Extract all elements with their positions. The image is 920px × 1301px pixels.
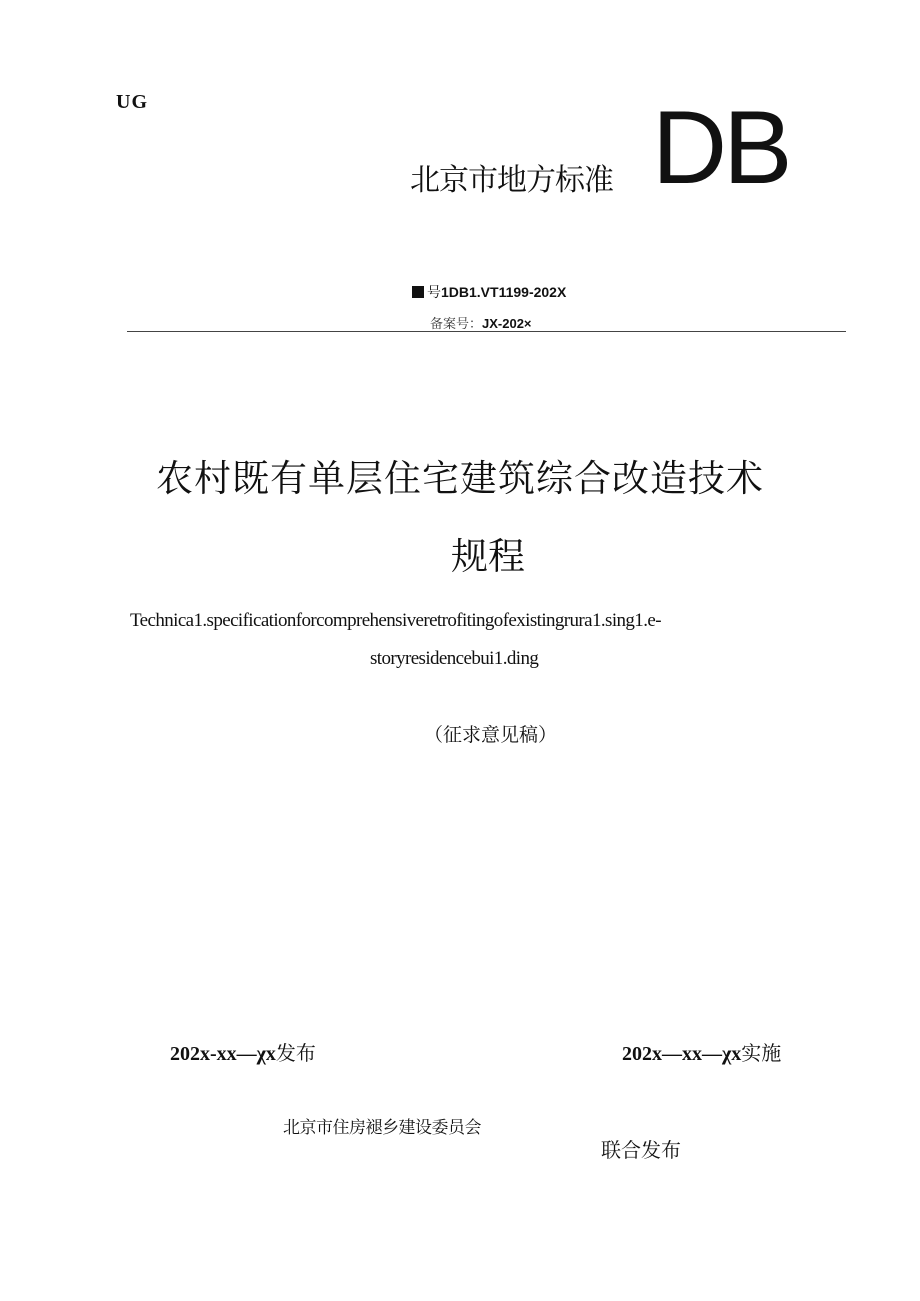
implementation-date-label: 实施: [741, 1041, 782, 1065]
standard-number-value: 1DB1.VT1199-202X: [441, 284, 567, 300]
standard-number: [412, 282, 566, 302]
english-title-line-1: Technica1.specificationforcomprehensiveretrofitingofexistingrura1.sing1.e-: [130, 610, 661, 631]
joint-issue-label: 联合发布: [601, 1138, 681, 1162]
issue-date: [170, 1037, 316, 1066]
record-number: [430, 313, 532, 332]
db-logo: DB: [652, 90, 789, 206]
record-number-label: 备案号：: [430, 317, 483, 332]
issuing-authority: 北京市住房褪乡建设委员会: [283, 1118, 481, 1138]
record-number-value: JX-202×: [482, 316, 532, 331]
issue-date-label: 发布: [275, 1041, 316, 1065]
ics-code: UG: [116, 91, 148, 113]
document-title-line-2: 规程: [451, 535, 525, 578]
implementation-date-value: 202x—xx—χx: [622, 1043, 742, 1065]
header-divider: [127, 331, 846, 332]
draft-label: （征求意见稿）: [424, 724, 558, 746]
standard-number-label: 号: [427, 285, 441, 301]
issue-date-value: 202x-xx—χx: [170, 1043, 276, 1065]
document-title-line-1: 农村既有单层住宅建筑综合改造技术: [156, 457, 764, 500]
english-title-line-2: storyresidencebui1.ding: [370, 648, 539, 669]
standard-title: 北京市地方标准: [410, 163, 613, 198]
square-icon: [412, 286, 424, 298]
implementation-date: [622, 1037, 781, 1066]
